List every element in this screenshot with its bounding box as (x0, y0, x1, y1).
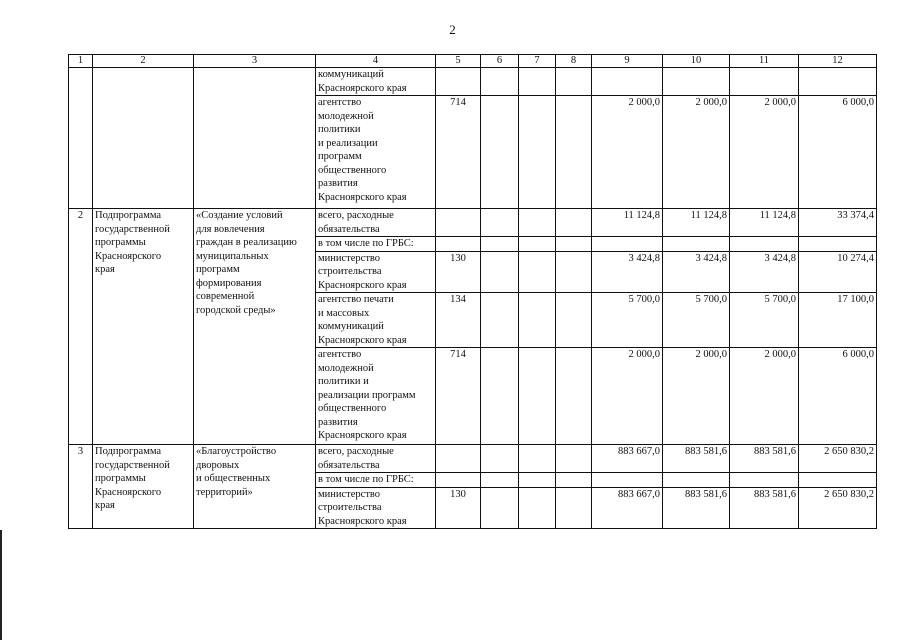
table-row (69, 445, 877, 473)
program-title-cell (194, 68, 316, 209)
value-cell: 5 700,0 (663, 293, 730, 348)
value-cell: 3 424,8 (730, 251, 799, 293)
org-name-cell: коммуникаций Красноярского края (316, 68, 436, 96)
value-cell: 2 650 830,2 (799, 445, 877, 473)
value-cell: 2 000,0 (730, 348, 799, 445)
org-name-cell: агентство молодежной политики и реализации программ общественного развития Красноярского края (316, 96, 436, 209)
value-cell: 883 581,6 (730, 487, 799, 529)
org-name-cell: в том числе по ГРБС: (316, 237, 436, 252)
grbs-code-cell: 130 (436, 251, 481, 293)
program-title-cell: «Создание условий для вовлечения граждан в реализацию муниципальных программ формирования современной городской среды» (194, 209, 316, 445)
value-cell: 3 424,8 (592, 251, 663, 293)
row-number-cell: 2 (69, 209, 93, 445)
header-cell: 10 (663, 55, 730, 68)
org-name-cell: агентство печати и массовых коммуникаций Красноярского края (316, 293, 436, 348)
value-cell: 883 581,6 (663, 487, 730, 529)
header-cell: 9 (592, 55, 663, 68)
table-row (69, 209, 877, 237)
value-cell: 2 650 830,2 (799, 487, 877, 529)
value-cell: 33 374,4 (799, 209, 877, 237)
header-cell: 2 (93, 55, 194, 68)
scan-edge-line (0, 530, 2, 640)
value-cell: 6 000,0 (799, 96, 877, 209)
header-cell: 11 (730, 55, 799, 68)
header-cell: 8 (556, 55, 592, 68)
org-name-cell: в том числе по ГРБС: (316, 473, 436, 488)
grbs-code-cell: 134 (436, 293, 481, 348)
page-number: 2 (449, 22, 456, 37)
value-cell: 5 700,0 (730, 293, 799, 348)
header-cell: 1 (69, 55, 93, 68)
grbs-code-cell: 130 (436, 487, 481, 529)
value-cell: 2 000,0 (592, 348, 663, 445)
header-row (69, 55, 877, 68)
value-cell: 6 000,0 (799, 348, 877, 445)
header-cell: 3 (194, 55, 316, 68)
program-name-cell: Подпрограмма государственной программы Красноярского края (93, 209, 194, 445)
row-number-cell: 3 (69, 445, 93, 529)
org-name-cell: министерство строительства Красноярского края (316, 487, 436, 529)
org-name-cell: министерство строительства Красноярского края (316, 251, 436, 293)
value-cell: 2 000,0 (663, 96, 730, 209)
header-cell: 6 (481, 55, 519, 68)
budget-table (68, 54, 877, 529)
value-cell: 883 581,6 (730, 445, 799, 473)
value-cell: 10 274,4 (799, 251, 877, 293)
value-cell: 11 124,8 (663, 209, 730, 237)
value-cell: 17 100,0 (799, 293, 877, 348)
table-row (69, 68, 877, 96)
grbs-code-cell: 714 (436, 96, 481, 209)
org-name-cell: агентство молодежной политики и реализации программ общественного развития Красноярского края (316, 348, 436, 445)
value-cell: 3 424,8 (663, 251, 730, 293)
row-number-cell (69, 68, 93, 209)
program-name-cell: Подпрограмма государственной программы Красноярского края (93, 445, 194, 529)
value-cell: 2 000,0 (663, 348, 730, 445)
value-cell: 883 667,0 (592, 487, 663, 529)
header-cell: 12 (799, 55, 877, 68)
header-cell: 4 (316, 55, 436, 68)
value-cell: 2 000,0 (592, 96, 663, 209)
org-name-cell: всего, расходные обязательства (316, 209, 436, 237)
program-title-cell: «Благоустройство дворовых и общественных территорий» (194, 445, 316, 529)
org-name-cell: всего, расходные обязательства (316, 445, 436, 473)
program-name-cell (93, 68, 194, 209)
value-cell: 11 124,8 (592, 209, 663, 237)
header-cell: 7 (519, 55, 556, 68)
header-cell: 5 (436, 55, 481, 68)
value-cell: 2 000,0 (730, 96, 799, 209)
grbs-code-cell: 714 (436, 348, 481, 445)
value-cell: 883 667,0 (592, 445, 663, 473)
value-cell: 883 581,6 (663, 445, 730, 473)
value-cell: 11 124,8 (730, 209, 799, 237)
value-cell: 5 700,0 (592, 293, 663, 348)
